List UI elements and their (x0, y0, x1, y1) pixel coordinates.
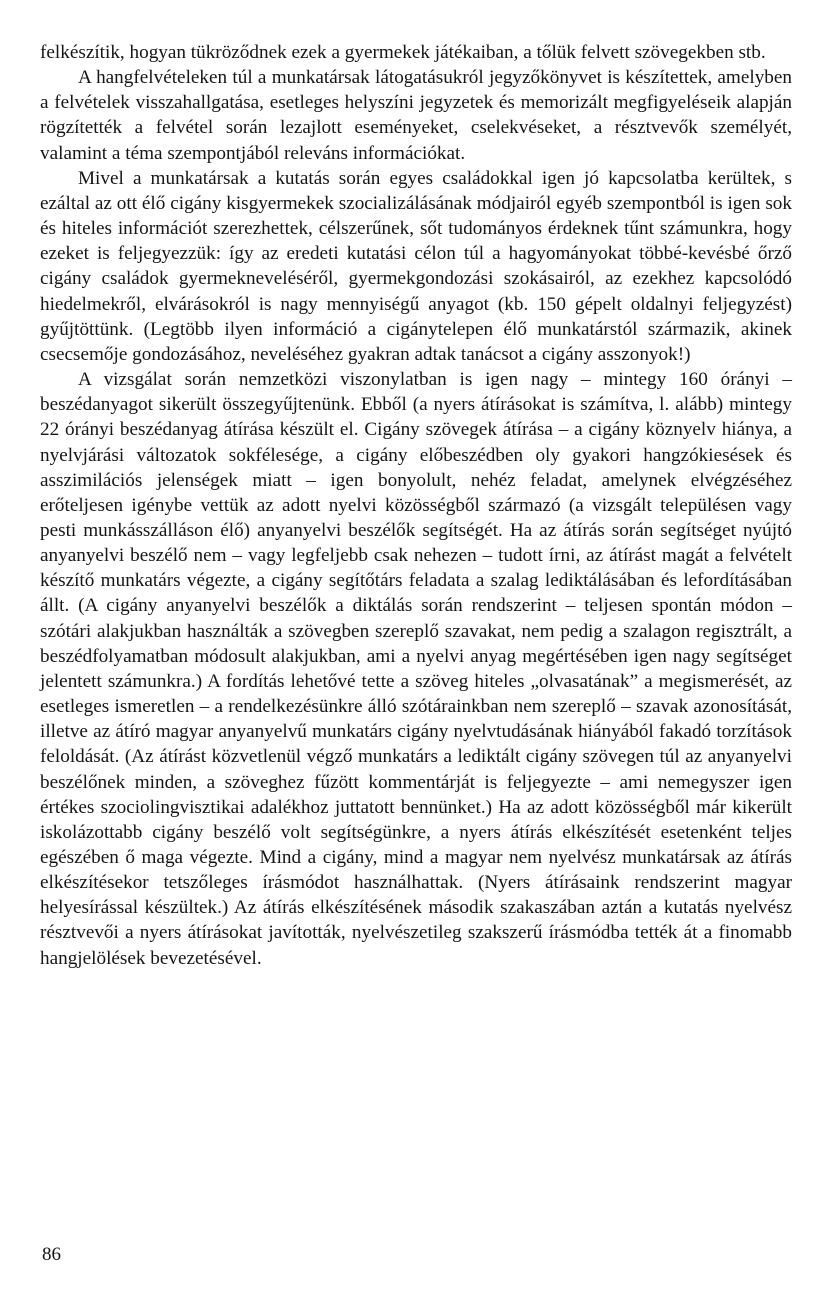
paragraph-continuation: felkészítik, hogyan tükröződnek ezek a gyermekek játékaiban, a tőlük felvett szövegekben stb. (40, 42, 766, 63)
body-text (40, 40, 792, 971)
paragraph: A hangfelvételeken túl a munkatársak látogatásukról jegyzőkönyvet is készítettek, amelyben a felvételek visszahallgatása, esetleges helyszíni jegyzetek és memorizált megfigyeléseik alapján rögzítették a felvétel során lezajlott eseményeket, cselekvéseket, a résztvevők személyét, valamint a téma szempontjából releváns információkat. (40, 67, 792, 164)
paragraph: A vizsgálat során nemzetközi viszonylatban is igen nagy – mintegy 160 órányi – beszédanyagot sikerült összegyűjtenünk. Ebből (a nyers átírásokat is számítva, l. alább) mintegy 22 órányi beszédanyag átírása készült el. Cigány szövegek átírása – a cigány köznyelv hiánya, a nyelvjárási változatok sokfélesége, a cigány előbeszédben oly gyakori hangzókiesések és asszimilációs jelenségek miatt – igen bonyolult, nehéz feladat, amelynek elvégzéséhez erőteljesen igénybe vettük az adott nyelvi közösségből származó (a vizsgált településen vagy pesti munkásszálláson élő) anyanyelvi beszélők segítségét. Ha az átírás során segítséget nyújtó anyanyelvi beszélő nem – vagy legfeljebb csak nehezen – tudott írni, az átírást magát a felvételt készítő munkatárs végezte, a cigány segítőtárs feladata a szalag lediktálásában és lefordításában állt. (A cigány anyanyelvi beszélők a diktálás során rendszerint – teljesen spontán módon – szótári alakjukban használták a szövegben szereplő szavakat, nem pedig a szalagon regisztrált, a beszédfolyamatban módosult alakjukban, ami a nyelvi anyag megértésében igen nagy segítséget jelentett számunkra.) A fordítás lehetővé tette a szöveg hiteles „olvasatának” a megismerését, az esetleges ismeretlen – a rendelkezésünkre álló szótárainkban nem szereplő – szavak azonosítását, illetve az átíró magyar anyanyelvű munkatárs cigány nyelvtudásának hiányából fakadó torzítások feloldását. (Az átírást közvetlenül végző munkatárs a lediktált cigány szövegen túl az anyanyelvi beszélőnek minden, a szöveghez fűzött kommentárját is feljegyezte – ami nemegyszer igen értékes szociolingvisztikai adalékhoz juttatott bennünket.) Ha az adott közösségből már kikerült iskolázottabb cigány beszélő volt segítségünkre, a nyers átírás elkészítését esetenként teljes egészében ő maga végezte. Mind a cigány, mind a magyar nem nyelvész munkatársak az átírás elkészítésekor tetszőleges írásmódot használhattak. (Nyers átírásaink rendszerint magyar helyesírással készültek.) Az átírás elkészítésének második szakaszában aztán a kutatás nyelvész résztvevői a nyers átírásokat javították, nyelvészetileg szakszerű írásmódba tették át a finomabb hangjelölések bevezetésével. (40, 369, 792, 969)
page-number: 86 (42, 1244, 61, 1265)
paragraph: Mivel a munkatársak a kutatás során egyes családokkal igen jó kapcsolatba kerültek, s ezáltal az ott élő cigány kisgyermekek szocializálásának módjairól egyéb szempontból is igen sok és hiteles információt szerezhettek, célszerűnek, sőt tudományos érdeknek tűnt számunkra, hogy ezeket is feljegyezzük: így az eredeti kutatási célon túl a hagyományokat többé-kevésbé őrző cigány családok gyermekneveléséről, gyermekgondozási szokásairól, az ezekhez kapcsolódó hiedelmekről, elvárásokról is nagy mennyiségű anyagot (kb. 150 gépelt oldalnyi feljegyzést) gyűjtöttünk. (Legtöbb ilyen információ a cigánytelepen élő munkatárstól származik, akinek csecsemője gondozásához, neveléséhez gyakran adtak tanácsot a cigány asszonyok!) (40, 167, 792, 365)
